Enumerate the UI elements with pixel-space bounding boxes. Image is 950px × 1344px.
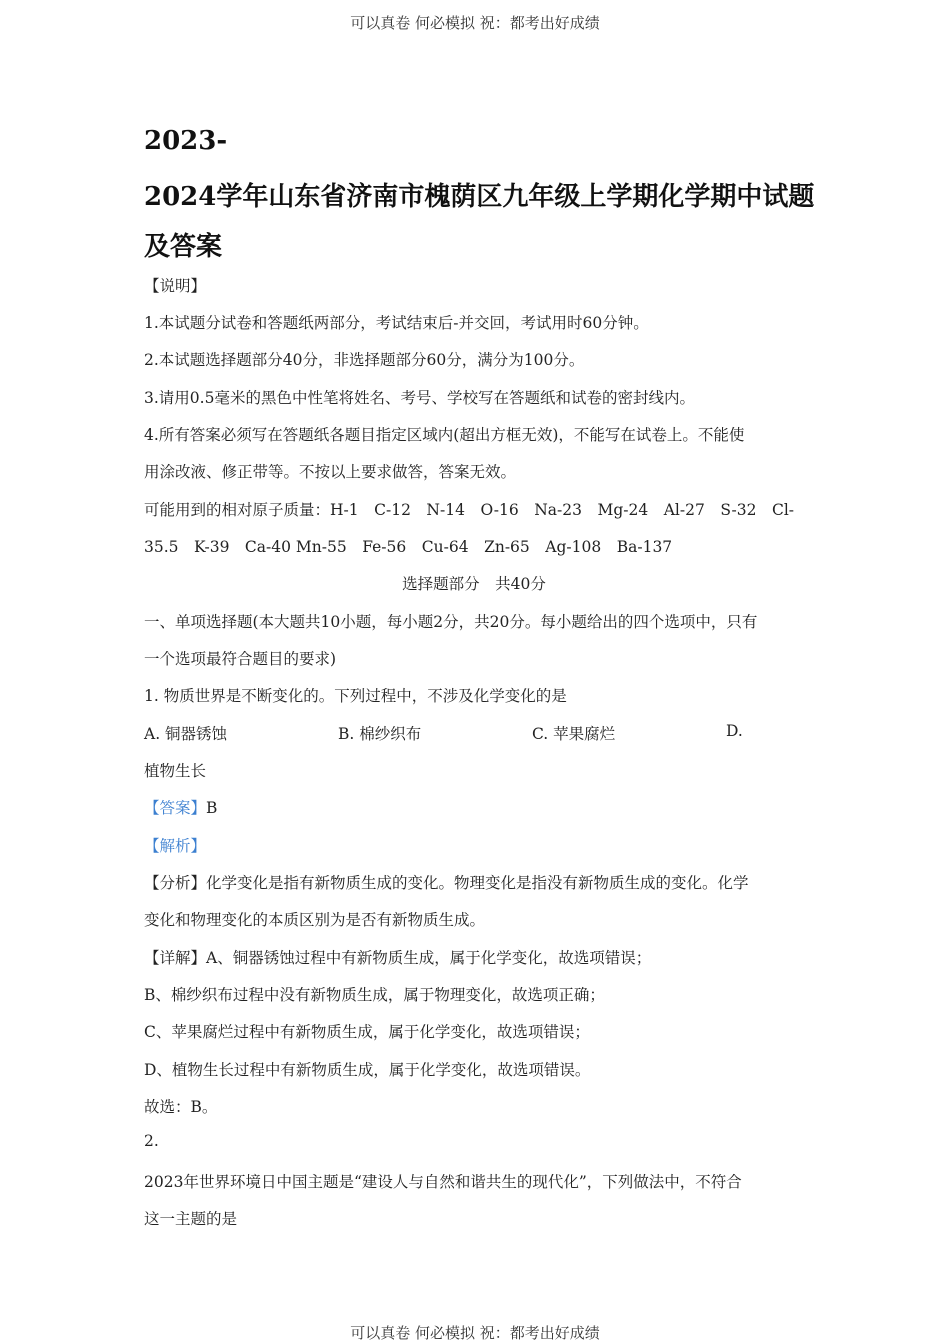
answer-value: B [206, 799, 218, 817]
detail-c: C、苹果腐烂过程中有新物质生成，属于化学变化，故选项错误； [144, 1023, 590, 1041]
detail-a: A、铜器锈蚀过程中有新物质生成，属于化学变化，故选项错误； [206, 949, 652, 967]
instruction-2: 2.本试题选择题部分40分，非选择题部分60分，满分为100分。 [144, 351, 585, 369]
page-header: 可以真卷 何必模拟 祝：都考出好成绩 [350, 14, 600, 32]
instruction-4-cont: 用涂改液、修正带等。不按以上要求做答，答案无效。 [144, 463, 517, 481]
question-1-option-d-text: 植物生长 [144, 762, 207, 780]
instructions-heading: 【说明】 [144, 277, 207, 295]
question-2-number: 2. [144, 1132, 159, 1150]
atomic-mass-line-2: 35.5 K-39 Ca-40 Mn-55 Fe-56 Cu-64 Zn-65 Ag-108 Ba-137 [144, 538, 673, 556]
instruction-1: 1.本试题分试卷和答题纸两部分，考试结束后-并交回，考试用时60分钟。 [144, 314, 649, 332]
analysis-label: 【解析】 [144, 837, 207, 855]
fenxi-text-2: 变化和物理变化的本质区别为是否有新物质生成。 [144, 911, 486, 929]
page-footer: 可以真卷 何必模拟 祝：都考出好成绩 [350, 1324, 600, 1342]
question-1-option-c: C. 苹果腐烂 [532, 725, 616, 743]
title-line-1: 2023- [144, 126, 228, 156]
answer-row [144, 796, 217, 818]
title-line-2: 2024学年山东省济南市槐荫区九年级上学期化学期中试题 [144, 182, 815, 212]
atomic-mass-line-1: 可能用到的相对原子质量：H-1 C-12 N-14 O-16 Na-23 Mg-24 Al-27 S-32 Cl- [144, 501, 795, 519]
question-1-option-a: A. 铜器锈蚀 [144, 725, 228, 743]
instruction-3: 3.请用0.5毫米的黑色中性笔将姓名、考号、学校写在答题纸和试卷的密封线内。 [144, 389, 695, 407]
part-instructions-2: 一个选项最符合题目的要求) [144, 650, 337, 668]
fenxi-text: 化学变化是指有新物质生成的变化。物理变化是指没有新物质生成的变化。化学 [206, 874, 749, 892]
conclusion: 故选：B。 [144, 1098, 218, 1116]
part-instructions-1: 一、单项选择题(本大题共10小题，每小题2分，共20分。每小题给出的四个选项中，只有 [144, 613, 758, 631]
answer-label: 【答案】 [144, 799, 207, 817]
fenxi-label: 【分析】 [144, 874, 207, 892]
detail-label: 【详解】 [144, 949, 207, 967]
detail-d: D、植物生长过程中有新物质生成，属于化学变化，故选项错误。 [144, 1061, 591, 1079]
question-2-stem-1: 2023年世界环境日中国主题是“建设人与自然和谐共生的现代化”，下列做法中，不符合 [144, 1173, 742, 1191]
question-2-stem-2: 这一主题的是 [144, 1210, 238, 1228]
detail-b: B、棉纱织布过程中没有新物质生成，属于物理变化，故选项正确； [144, 986, 605, 1004]
instruction-4: 4.所有答案必须写在答题纸各题目指定区域内(超出方框无效)，不能写在试卷上。不能使 [144, 426, 745, 444]
detail-row [144, 946, 651, 968]
section-heading: 选择题部分 共40分 [402, 575, 546, 593]
fenxi-row [144, 871, 749, 893]
question-1-option-b: B. 棉纱织布 [338, 725, 422, 743]
question-1-stem: 1. 物质世界是不断变化的。下列过程中，不涉及化学变化的是 [144, 687, 567, 705]
title-line-3: 及答案 [144, 232, 223, 262]
question-1-option-d: D. [726, 722, 743, 740]
